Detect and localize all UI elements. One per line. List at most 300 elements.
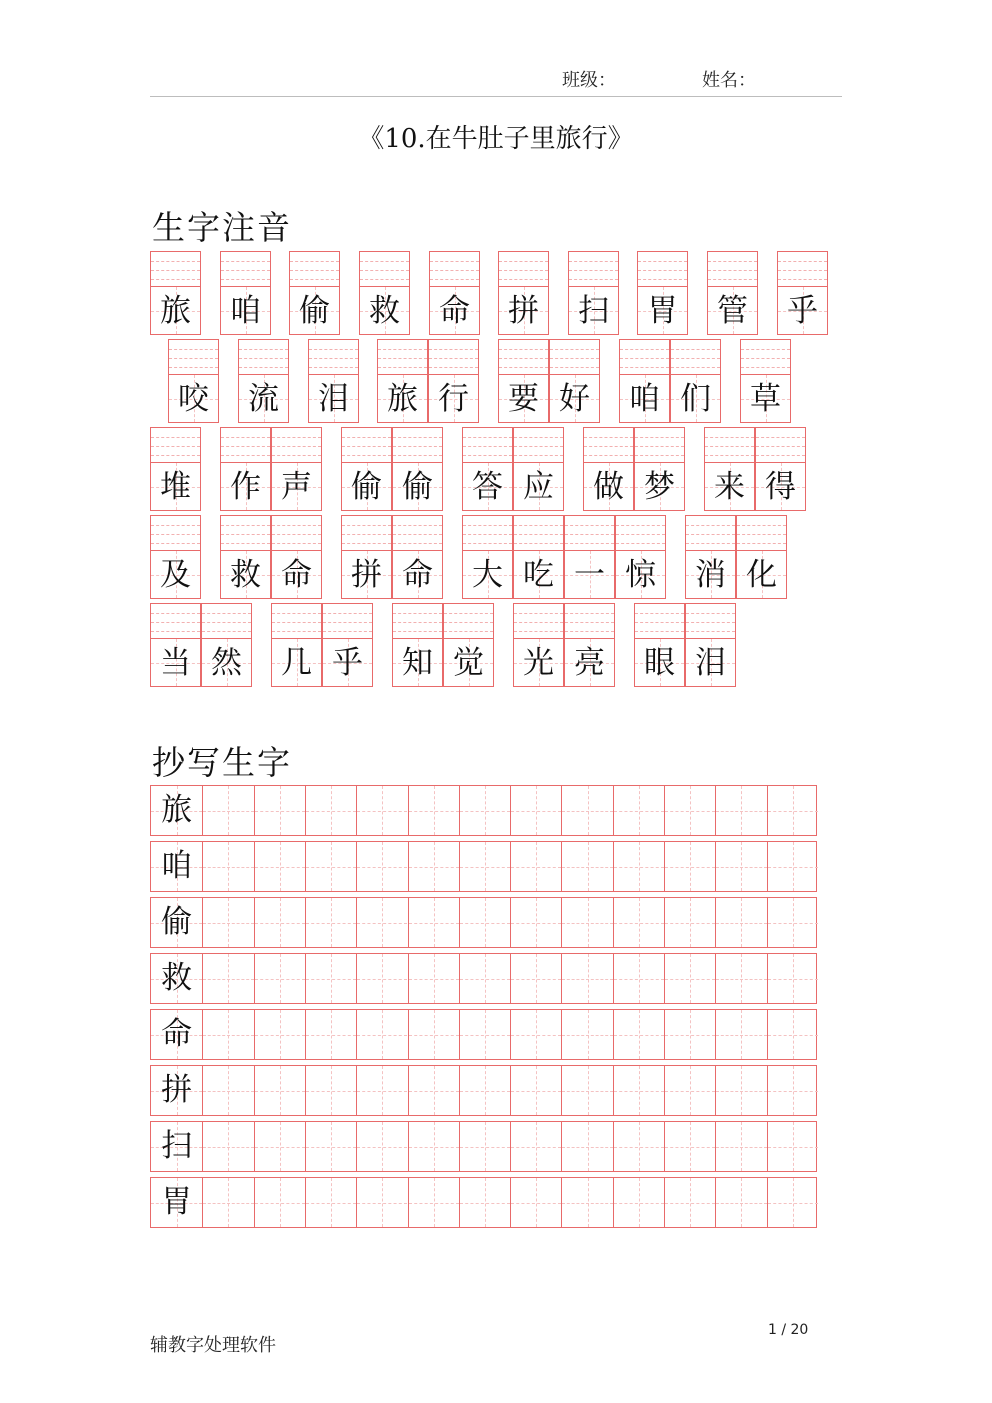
pinyin-writing-lines[interactable] (271, 427, 322, 463)
pinyin-cell (777, 251, 828, 335)
writing-box[interactable] (408, 1066, 459, 1115)
model-character: 命 (161, 1016, 193, 1052)
writing-box[interactable] (254, 842, 305, 891)
section-heading-copy: 抄写生字 (152, 743, 292, 782)
character-box (220, 463, 271, 511)
writing-box[interactable] (510, 1178, 561, 1227)
writing-box[interactable] (715, 1010, 766, 1059)
pinyin-cell (322, 603, 373, 687)
character-box (201, 639, 252, 687)
writing-box[interactable] (356, 1066, 407, 1115)
pinyin-cell (462, 427, 513, 511)
character: 命 (402, 557, 433, 593)
pinyin-cell (443, 603, 494, 687)
character: 消 (695, 557, 726, 593)
pinyin-writing-lines[interactable] (564, 515, 615, 551)
writing-box[interactable] (459, 954, 510, 1003)
model-character-box (151, 1010, 202, 1059)
writing-box[interactable] (715, 954, 766, 1003)
writing-box[interactable] (510, 842, 561, 891)
writing-box[interactable] (459, 786, 510, 835)
pinyin-cell (740, 339, 791, 423)
pinyin-cell (755, 427, 806, 511)
writing-box[interactable] (202, 842, 253, 891)
pinyin-writing-lines[interactable] (238, 339, 289, 375)
character-box (615, 551, 666, 599)
character-box (238, 375, 289, 423)
pinyin-writing-lines[interactable] (685, 603, 736, 639)
character: 惊 (625, 557, 656, 593)
writing-box[interactable] (459, 1178, 510, 1227)
character-box (220, 287, 271, 335)
pinyin-writing-lines[interactable] (392, 603, 443, 639)
pinyin-writing-lines[interactable] (634, 427, 685, 463)
character: 几 (281, 645, 312, 681)
writing-box[interactable] (767, 898, 818, 947)
pinyin-writing-lines[interactable] (513, 427, 564, 463)
writing-box[interactable] (254, 1010, 305, 1059)
writing-box[interactable] (202, 1066, 253, 1115)
character: 乎 (787, 293, 818, 329)
pinyin-writing-lines[interactable] (150, 427, 201, 463)
writing-box[interactable] (408, 898, 459, 947)
pinyin-writing-lines[interactable] (619, 339, 670, 375)
character: 泪 (695, 645, 726, 681)
character: 拼 (351, 557, 382, 593)
header-rule (150, 96, 842, 97)
character-box (513, 463, 564, 511)
pinyin-writing-lines[interactable] (777, 251, 828, 287)
pinyin-cell (704, 427, 755, 511)
writing-box[interactable] (510, 786, 561, 835)
character-box (150, 639, 201, 687)
model-character: 救 (161, 960, 193, 996)
pinyin-writing-lines[interactable] (443, 603, 494, 639)
writing-box[interactable] (356, 954, 407, 1003)
writing-box[interactable] (767, 842, 818, 891)
pinyin-writing-lines[interactable] (736, 515, 787, 551)
writing-box[interactable] (305, 1178, 356, 1227)
writing-box[interactable] (408, 1178, 459, 1227)
pinyin-writing-lines[interactable] (755, 427, 806, 463)
pinyin-writing-lines[interactable] (359, 251, 410, 287)
character-box (498, 287, 549, 335)
writing-box[interactable] (664, 898, 715, 947)
pinyin-cell (168, 339, 219, 423)
character: 当 (160, 645, 191, 681)
writing-box[interactable] (408, 1010, 459, 1059)
character: 应 (523, 469, 554, 505)
pinyin-writing-lines[interactable] (549, 339, 600, 375)
pinyin-cell (619, 339, 670, 423)
writing-box[interactable] (408, 842, 459, 891)
writing-box[interactable] (561, 1122, 612, 1171)
copy-row (150, 897, 817, 948)
copy-row (150, 1009, 817, 1060)
pinyin-cell (341, 427, 392, 511)
character: 觉 (453, 645, 484, 681)
writing-box[interactable] (767, 1178, 818, 1227)
pinyin-cell (685, 603, 736, 687)
character: 拼 (508, 293, 539, 329)
character-box (271, 463, 322, 511)
character-box (564, 639, 615, 687)
pinyin-writing-lines[interactable] (428, 339, 479, 375)
writing-box[interactable] (510, 954, 561, 1003)
pinyin-writing-lines[interactable] (150, 603, 201, 639)
writing-box[interactable] (510, 898, 561, 947)
character-box (428, 375, 479, 423)
writing-box[interactable] (664, 1178, 715, 1227)
writing-box[interactable] (510, 1066, 561, 1115)
character: 命 (281, 557, 312, 593)
writing-box[interactable] (408, 1122, 459, 1171)
character: 得 (765, 469, 796, 505)
character-box (670, 375, 721, 423)
pinyin-writing-lines[interactable] (168, 339, 219, 375)
pinyin-cell (150, 603, 201, 687)
writing-box[interactable] (767, 1066, 818, 1115)
pinyin-writing-lines[interactable] (150, 251, 201, 287)
writing-box[interactable] (613, 842, 664, 891)
character: 然 (211, 645, 242, 681)
character-box (429, 287, 480, 335)
writing-box[interactable] (613, 898, 664, 947)
character: 咱 (629, 381, 660, 417)
character-box (168, 375, 219, 423)
character-box (707, 287, 758, 335)
pinyin-writing-lines[interactable] (740, 339, 791, 375)
character-box (619, 375, 670, 423)
writing-box[interactable] (202, 898, 253, 947)
writing-box[interactable] (664, 786, 715, 835)
writing-box[interactable] (715, 1178, 766, 1227)
writing-box[interactable] (767, 1122, 818, 1171)
writing-box[interactable] (613, 954, 664, 1003)
model-character-box (151, 1122, 202, 1171)
pinyin-writing-lines[interactable] (670, 339, 721, 375)
character: 偷 (351, 469, 382, 505)
writing-box[interactable] (664, 842, 715, 891)
pinyin-cell (428, 339, 479, 423)
character: 来 (714, 469, 745, 505)
writing-box[interactable] (613, 786, 664, 835)
writing-box[interactable] (305, 898, 356, 947)
writing-box[interactable] (767, 786, 818, 835)
writing-box[interactable] (715, 786, 766, 835)
writing-box[interactable] (561, 786, 612, 835)
character: 要 (508, 381, 539, 417)
writing-box[interactable] (254, 898, 305, 947)
writing-box[interactable] (459, 1066, 510, 1115)
model-character: 旅 (161, 792, 193, 828)
writing-box[interactable] (767, 1010, 818, 1059)
pinyin-writing-lines[interactable] (462, 427, 513, 463)
writing-box[interactable] (202, 954, 253, 1003)
pinyin-cell (150, 251, 201, 335)
model-character-box (151, 1066, 202, 1115)
character-box (583, 463, 634, 511)
writing-box[interactable] (561, 1010, 612, 1059)
character: 亮 (574, 645, 605, 681)
pinyin-cell (634, 603, 685, 687)
pinyin-writing-lines[interactable] (429, 251, 480, 287)
pinyin-writing-lines[interactable] (637, 251, 688, 287)
pinyin-writing-lines[interactable] (220, 251, 271, 287)
pinyin-cell (392, 427, 443, 511)
writing-box[interactable] (254, 954, 305, 1003)
model-character: 咱 (161, 848, 193, 884)
pinyin-writing-lines[interactable] (568, 251, 619, 287)
pinyin-writing-lines[interactable] (583, 427, 634, 463)
writing-box[interactable] (613, 1010, 664, 1059)
pinyin-cell (150, 427, 201, 511)
writing-box[interactable] (356, 842, 407, 891)
pinyin-cell (289, 251, 340, 335)
class-label: 班级： (562, 70, 616, 91)
pinyin-writing-lines[interactable] (462, 515, 513, 551)
copy-row (150, 1065, 817, 1116)
character: 大 (472, 557, 503, 593)
writing-box[interactable] (561, 1066, 612, 1115)
writing-box[interactable] (356, 1122, 407, 1171)
character-box (777, 287, 828, 335)
writing-box[interactable] (254, 1066, 305, 1115)
writing-box[interactable] (715, 1066, 766, 1115)
pinyin-cell (220, 427, 271, 511)
pinyin-writing-lines[interactable] (615, 515, 666, 551)
pinyin-writing-lines[interactable] (704, 427, 755, 463)
copy-row (150, 841, 817, 892)
writing-box[interactable] (356, 898, 407, 947)
writing-box[interactable] (408, 786, 459, 835)
character: 行 (438, 381, 469, 417)
pinyin-writing-lines[interactable] (201, 603, 252, 639)
pinyin-writing-lines[interactable] (322, 603, 373, 639)
character-box (564, 551, 615, 599)
writing-box[interactable] (305, 786, 356, 835)
pinyin-writing-lines[interactable] (341, 515, 392, 551)
writing-box[interactable] (613, 1122, 664, 1171)
pinyin-cell (685, 515, 736, 599)
character: 旅 (387, 381, 418, 417)
character: 乎 (332, 645, 363, 681)
character-box (704, 463, 755, 511)
copy-row (150, 785, 817, 836)
character: 好 (559, 381, 590, 417)
pinyin-writing-lines[interactable] (289, 251, 340, 287)
model-character-box (151, 842, 202, 891)
writing-box[interactable] (305, 1122, 356, 1171)
writing-box[interactable] (356, 1178, 407, 1227)
model-character: 胃 (161, 1184, 193, 1220)
character-box (568, 287, 619, 335)
character: 泪 (318, 381, 349, 417)
character: 光 (523, 645, 554, 681)
model-character-box (151, 898, 202, 947)
writing-box[interactable] (767, 954, 818, 1003)
writing-box[interactable] (613, 1178, 664, 1227)
character: 草 (750, 381, 781, 417)
writing-box[interactable] (459, 842, 510, 891)
character-box (322, 639, 373, 687)
writing-box[interactable] (561, 954, 612, 1003)
character: 胃 (647, 293, 678, 329)
writing-box[interactable] (254, 1178, 305, 1227)
footer-software: 辅教字处理软件 (150, 1335, 276, 1356)
pinyin-cell (429, 251, 480, 335)
writing-box[interactable] (305, 842, 356, 891)
page-number: 1 / 20 (768, 1322, 809, 1338)
pinyin-writing-lines[interactable] (377, 339, 428, 375)
writing-box[interactable] (664, 954, 715, 1003)
character: 作 (230, 469, 261, 505)
character: 化 (746, 557, 777, 593)
copy-row (150, 953, 817, 1004)
writing-box[interactable] (664, 1066, 715, 1115)
character: 咱 (230, 293, 261, 329)
writing-box[interactable] (408, 954, 459, 1003)
pinyin-cell (615, 515, 666, 599)
character-box (271, 551, 322, 599)
writing-box[interactable] (305, 1010, 356, 1059)
pinyin-cell (341, 515, 392, 599)
model-character-box (151, 954, 202, 1003)
writing-box[interactable] (664, 1010, 715, 1059)
pinyin-cell (634, 427, 685, 511)
pinyin-cell (308, 339, 359, 423)
pinyin-writing-lines[interactable] (150, 515, 201, 551)
writing-box[interactable] (510, 1122, 561, 1171)
writing-box[interactable] (510, 1010, 561, 1059)
pinyin-cell (564, 515, 615, 599)
pinyin-writing-lines[interactable] (564, 603, 615, 639)
pinyin-cell (670, 339, 721, 423)
character-box (637, 287, 688, 335)
writing-box[interactable] (715, 898, 766, 947)
character-box (462, 463, 513, 511)
pinyin-writing-lines[interactable] (513, 515, 564, 551)
writing-box[interactable] (715, 1122, 766, 1171)
pinyin-writing-lines[interactable] (341, 427, 392, 463)
character: 答 (472, 469, 503, 505)
writing-box[interactable] (561, 1178, 612, 1227)
writing-box[interactable] (459, 1122, 510, 1171)
writing-box[interactable] (715, 842, 766, 891)
page-title: 《10.在牛肚子里旅行》 (358, 124, 634, 154)
character: 一 (574, 557, 605, 593)
character: 做 (593, 469, 624, 505)
character: 及 (160, 557, 191, 593)
writing-box[interactable] (202, 786, 253, 835)
character-box (513, 551, 564, 599)
character-box (685, 639, 736, 687)
character: 偷 (402, 469, 433, 505)
pinyin-cell (359, 251, 410, 335)
pinyin-writing-lines[interactable] (271, 515, 322, 551)
character-box (308, 375, 359, 423)
character-box (150, 287, 201, 335)
pinyin-writing-lines[interactable] (220, 427, 271, 463)
character: 旅 (160, 293, 191, 329)
character-box (341, 463, 392, 511)
pinyin-cell (707, 251, 758, 335)
model-character-box (151, 786, 202, 835)
pinyin-writing-lines[interactable] (513, 603, 564, 639)
character-box (150, 551, 201, 599)
character-box (685, 551, 736, 599)
pinyin-writing-lines[interactable] (707, 251, 758, 287)
character: 命 (439, 293, 470, 329)
character-box (462, 551, 513, 599)
model-character: 偷 (161, 904, 193, 940)
writing-box[interactable] (613, 1066, 664, 1115)
pinyin-writing-lines[interactable] (634, 603, 685, 639)
character: 堆 (160, 469, 191, 505)
writing-box[interactable] (305, 1066, 356, 1115)
character-box (443, 639, 494, 687)
pinyin-writing-lines[interactable] (498, 251, 549, 287)
character-box (271, 639, 322, 687)
pinyin-cell (220, 515, 271, 599)
pinyin-writing-lines[interactable] (220, 515, 271, 551)
pinyin-writing-lines[interactable] (392, 427, 443, 463)
writing-box[interactable] (202, 1122, 253, 1171)
writing-box[interactable] (254, 786, 305, 835)
character-box (549, 375, 600, 423)
writing-box[interactable] (356, 1010, 407, 1059)
pinyin-cell (513, 515, 564, 599)
character: 们 (680, 381, 711, 417)
pinyin-writing-lines[interactable] (308, 339, 359, 375)
pinyin-cell (637, 251, 688, 335)
writing-box[interactable] (202, 1178, 253, 1227)
writing-box[interactable] (561, 898, 612, 947)
writing-box[interactable] (202, 1010, 253, 1059)
pinyin-writing-lines[interactable] (498, 339, 549, 375)
writing-box[interactable] (254, 1122, 305, 1171)
character: 救 (230, 557, 261, 593)
character-box (755, 463, 806, 511)
writing-box[interactable] (356, 786, 407, 835)
pinyin-writing-lines[interactable] (685, 515, 736, 551)
pinyin-cell (564, 603, 615, 687)
character-box (634, 463, 685, 511)
writing-box[interactable] (459, 898, 510, 947)
character-box (220, 551, 271, 599)
writing-box[interactable] (459, 1010, 510, 1059)
character-box (150, 463, 201, 511)
pinyin-cell (736, 515, 787, 599)
pinyin-writing-lines[interactable] (271, 603, 322, 639)
character: 咬 (178, 381, 209, 417)
character-box (634, 639, 685, 687)
writing-box[interactable] (664, 1122, 715, 1171)
pinyin-writing-lines[interactable] (392, 515, 443, 551)
pinyin-cell (568, 251, 619, 335)
pinyin-cell (377, 339, 428, 423)
character: 眼 (644, 645, 675, 681)
character-box (359, 287, 410, 335)
character-box (377, 375, 428, 423)
character: 流 (248, 381, 279, 417)
character-box (740, 375, 791, 423)
writing-box[interactable] (305, 954, 356, 1003)
character: 梦 (644, 469, 675, 505)
character-box (513, 639, 564, 687)
writing-box[interactable] (561, 842, 612, 891)
character: 知 (402, 645, 433, 681)
